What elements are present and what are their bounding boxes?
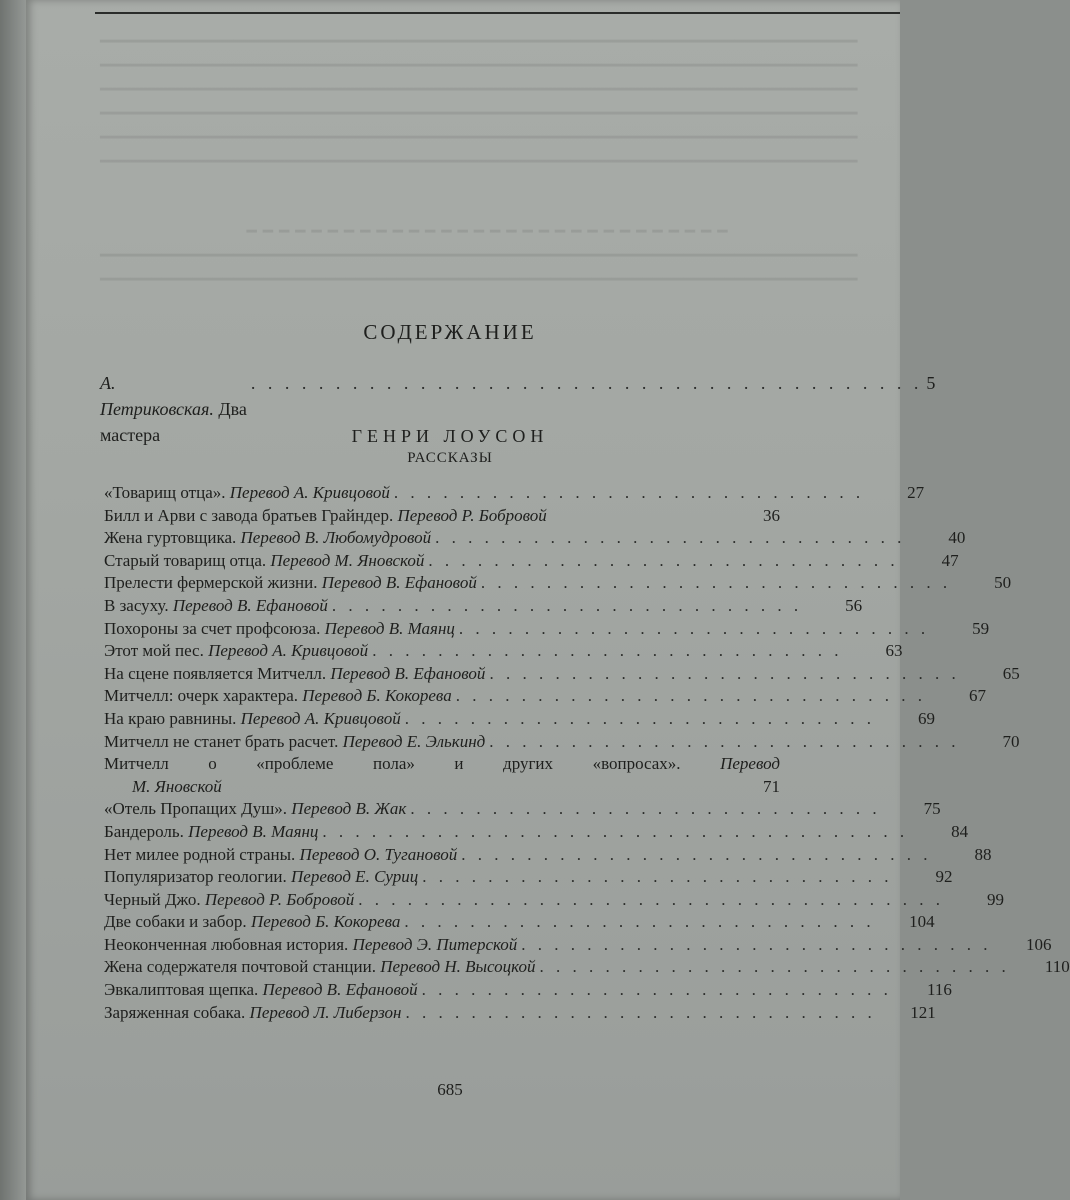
toc-entry: Митчелл: очерк характера. Перевод Б. Кокорева . . . . . . . . . . . . . . . . . . . . . . . . . . . . . 67	[104, 685, 780, 708]
leader-dots: . . . . . . . . . . . . . . . . . . . . . . . . . . . . .	[458, 618, 930, 638]
leader-dots: . . . . . . . . . . . . . . . . . . . . . . . . . . . . .	[372, 641, 843, 661]
page-number: 685	[437, 1080, 463, 1099]
toc-entry: Черный Джо. Перевод Р. Бобровой . . . . . . . . . . . . . . . . . . . . . . . . . . . . . . . . . . . . 99	[104, 889, 780, 912]
leader-dots: . . . . . . . . . . . . . . . . . . . . . . . . . . . . .	[428, 550, 899, 570]
toc-entry: Этот мой пес. Перевод А. Кривцовой . . . . . . . . . . . . . . . . . . . . . . . . . . . . . 63	[104, 640, 780, 663]
leader-dots: . . . . . . . . . . . . . . . . . . . . . . . . . . . . .	[404, 912, 875, 932]
toc-entry: Билл и Арви с завода братьев Грайндер. Перевод Р. Бобровой 36	[104, 505, 780, 525]
toc-entry: Эвкалиптовая щепка. Перевод В. Ефановой . . . . . . . . . . . . . . . . . . . . . . . . . . . . . 116	[104, 979, 780, 1002]
leader-dots: . . . . . . . . . . . . . . . . . . . . . . . . . . . . .	[461, 844, 932, 864]
leader-dots: . . . . . . . . . . . . . . . . . . . . . . . . . . . . .	[489, 663, 960, 683]
toc-entry: «Отель Пропащих Душ». Перевод В. Жак . . . . . . . . . . . . . . . . . . . . . . . . . . . . . 75	[104, 798, 780, 821]
toc-entry: Старый товарищ отца. Перевод М. Яновской . . . . . . . . . . . . . . . . . . . . . . . . . . . . . 47	[104, 550, 780, 573]
leader-dots: . . . . . . . . . . . . . . . . . . . . . . . . . . . . .	[410, 799, 881, 819]
toc-entry: «Товарищ отца». Перевод А. Кривцовой . . . . . . . . . . . . . . . . . . . . . . . . . . . . . 27	[104, 482, 780, 505]
show-through-text: ━━━━━━━━━━━━━━━━━━━━━━━━━━━━━━━━━━━━━━━━━━━━━━━━━━━━━━━━━━━━━━━━━━━━━━━━━━ ━━━━━━━━━━━━━━━━━━━━━━━━━━━━━━━━━━━━━━━━━━━━━━━━━━━━━━━━━━━━━━━━━━━━━━━━━━ ━━━━━━━━━━━━━━━━━━━━━━━━━━━━━━━━━━━━━━━━━━━━━━━━━━━━━━━━━━━━━━━━━━━━━━━━━━ ━━━━━━━━━━━━━━━━━━━━━━━━━━━━━━━━━━━━━━━━━━━━━━━━━━━━━━━━━━━━━━━━━━━━━━━━━━ ━━━━━━━━━━━━━━━━━━━━━━━━━━━━━━━━━━━━━━━━━━━━━━━━━━━━━━━━━━━━━━━━━━━━━━━━━━ ━━━━━━━━━━━━━━━━━━━━━━━━━━━━━━━━━━━━━━━━━━━━━━━━━━━━━━━━━━━━━━━━━━━━━━━━━━ ━━━━━━━━━━━━━━━━━━━━━━━━━━━━━━ ━━━━━━━━━━━━━━━━━━━━━━━━━━━━━━━━━━━━━━━━━━━━━━━━━━━━━━━━━━━━━━━━━━━━━━━━━━ ━━━━━━━━━━━━━━━━━━━━━━━━━━━━━━━━━━━━━━━━━━━━━━━━━━━━━━━━━━━━━━━━━━━━━━━━━━	[100, 32, 858, 289]
leader-dots: . . . . . . . . . . . . . . . . . . . . . . . . . . . . .	[421, 980, 892, 1000]
toc-entry: Жена гуртовщика. Перевод В. Любомудровой . . . . . . . . . . . . . . . . . . . . . . . . . . . . . 40	[104, 527, 780, 550]
leader-dots: . . . . . . . . . . . . . . . . . . . . . . . . . . . . .	[422, 867, 893, 887]
top-rule	[95, 0, 900, 14]
leader-dots: . . . . . . . . . . . . . . . . . . . . . . . . . . . . . . . . . . . .	[322, 821, 909, 841]
toc-entry: Популяризатор геологии. Перевод Е. Суриц . . . . . . . . . . . . . . . . . . . . . . . . . . . . . 92	[104, 866, 780, 889]
leader-dots: . . . . . . . . . . . . . . . . . . . . . . . . . . . . .	[435, 528, 906, 548]
toc-entry: Заряженная собака. Перевод Л. Либерзон . . . . . . . . . . . . . . . . . . . . . . . . . . . . . 121	[104, 1002, 780, 1025]
leader-dots: . . . . . . . . . . . . . . . . . . . . . . . . . . . . . . . . . . . . . . . .	[250, 373, 923, 393]
leader-dots: . . . . . . . . . . . . . . . . . . . . . . . . . . . . . . . . . . . .	[358, 889, 944, 909]
toc-entry: Жена содержателя почтовой станции. Перевод Н. Высоцкой . . . . . . . . . . . . . . . . . . . . . . . . . . . . . 110	[104, 956, 780, 979]
leader-dots: . . . . . . . . . . . . . . . . . . . . . . . . . . . . .	[331, 595, 803, 615]
leader-dots: . . . . . . . . . . . . . . . . . . . . . . . . . . . . .	[393, 483, 865, 502]
toc-entry: В засуху. Перевод В. Ефановой . . . . . . . . . . . . . . . . . . . . . . . . . . . . . 56	[104, 595, 780, 618]
leader-dots: . . . . . . . . . . . . . . . . . . . . . . . . . . . . .	[489, 731, 960, 751]
toc-entry: Нет милее родной страны. Перевод О. Тугановой . . . . . . . . . . . . . . . . . . . . . . . . . . . . . 88	[104, 844, 780, 867]
leader-dots: . . . . . . . . . . . . . . . . . . . . . . . . . . . . .	[405, 1002, 876, 1022]
preface-author: А. Петриковская.	[100, 373, 214, 419]
section-genre: РАССКАЗЫ	[407, 450, 493, 466]
toc-entry: Митчелл не станет брать расчет. Перевод Е. Элькинд . . . . . . . . . . . . . . . . . . . . . . . . . . . . . 70	[104, 731, 780, 754]
leader-dots: . . . . . . . . . . . . . . . . . . . . . . . . . . . . .	[480, 573, 952, 593]
toc-entry: На краю равнины. Перевод А. Кривцовой . . . . . . . . . . . . . . . . . . . . . . . . . . . . . 69	[104, 708, 780, 731]
toc-entry: Неоконченная любовная история. Перевод Э. Питерской . . . . . . . . . . . . . . . . . . . . . . . . . . . . . 106	[104, 934, 780, 957]
contents-title: СОДЕРЖАНИЕ	[363, 320, 537, 344]
toc-entry: Две собаки и забор. Перевод Б. Кокорева . . . . . . . . . . . . . . . . . . . . . . . . . . . . . 104	[104, 911, 780, 934]
toc-entry: Бандероль. Перевод В. Маянц . . . . . . . . . . . . . . . . . . . . . . . . . . . . . . . . . . . . 84	[104, 821, 780, 844]
toc-entry: Митчелл о «проблеме пола» и других «вопросах». Перевод М. Яновской 71	[104, 754, 781, 796]
preface-title: Два мастера	[100, 399, 247, 445]
leader-dots: . . . . . . . . . . . . . . . . . . . . . . . . . . . . .	[521, 934, 992, 954]
toc-entry: Похороны за счет профсоюза. Перевод В. Маянц . . . . . . . . . . . . . . . . . . . . . . . . . . . . . 59	[104, 618, 780, 641]
leader-dots: . . . . . . . . . . . . . . . . . . . . . . . . . . . . .	[539, 957, 1010, 977]
table-of-contents	[104, 482, 1070, 1024]
leader-dots: . . . . . . . . . . . . . . . . . . . . . . . . . . . . .	[455, 686, 926, 706]
leader-dots: . . . . . . . . . . . . . . . . . . . . . . . . . . . . .	[404, 708, 875, 728]
toc-entry: Прелести фермерской жизни. Перевод В. Ефановой . . . . . . . . . . . . . . . . . . . . . . . . . . . . . 50	[104, 572, 780, 595]
section-author: ГЕНРИ ЛОУСОН	[351, 426, 549, 446]
toc-entry: На сцене появляется Митчелл. Перевод В. Ефановой . . . . . . . . . . . . . . . . . . . . . . . . . . . . . 65	[104, 663, 780, 686]
preface-page: 5	[926, 373, 936, 393]
